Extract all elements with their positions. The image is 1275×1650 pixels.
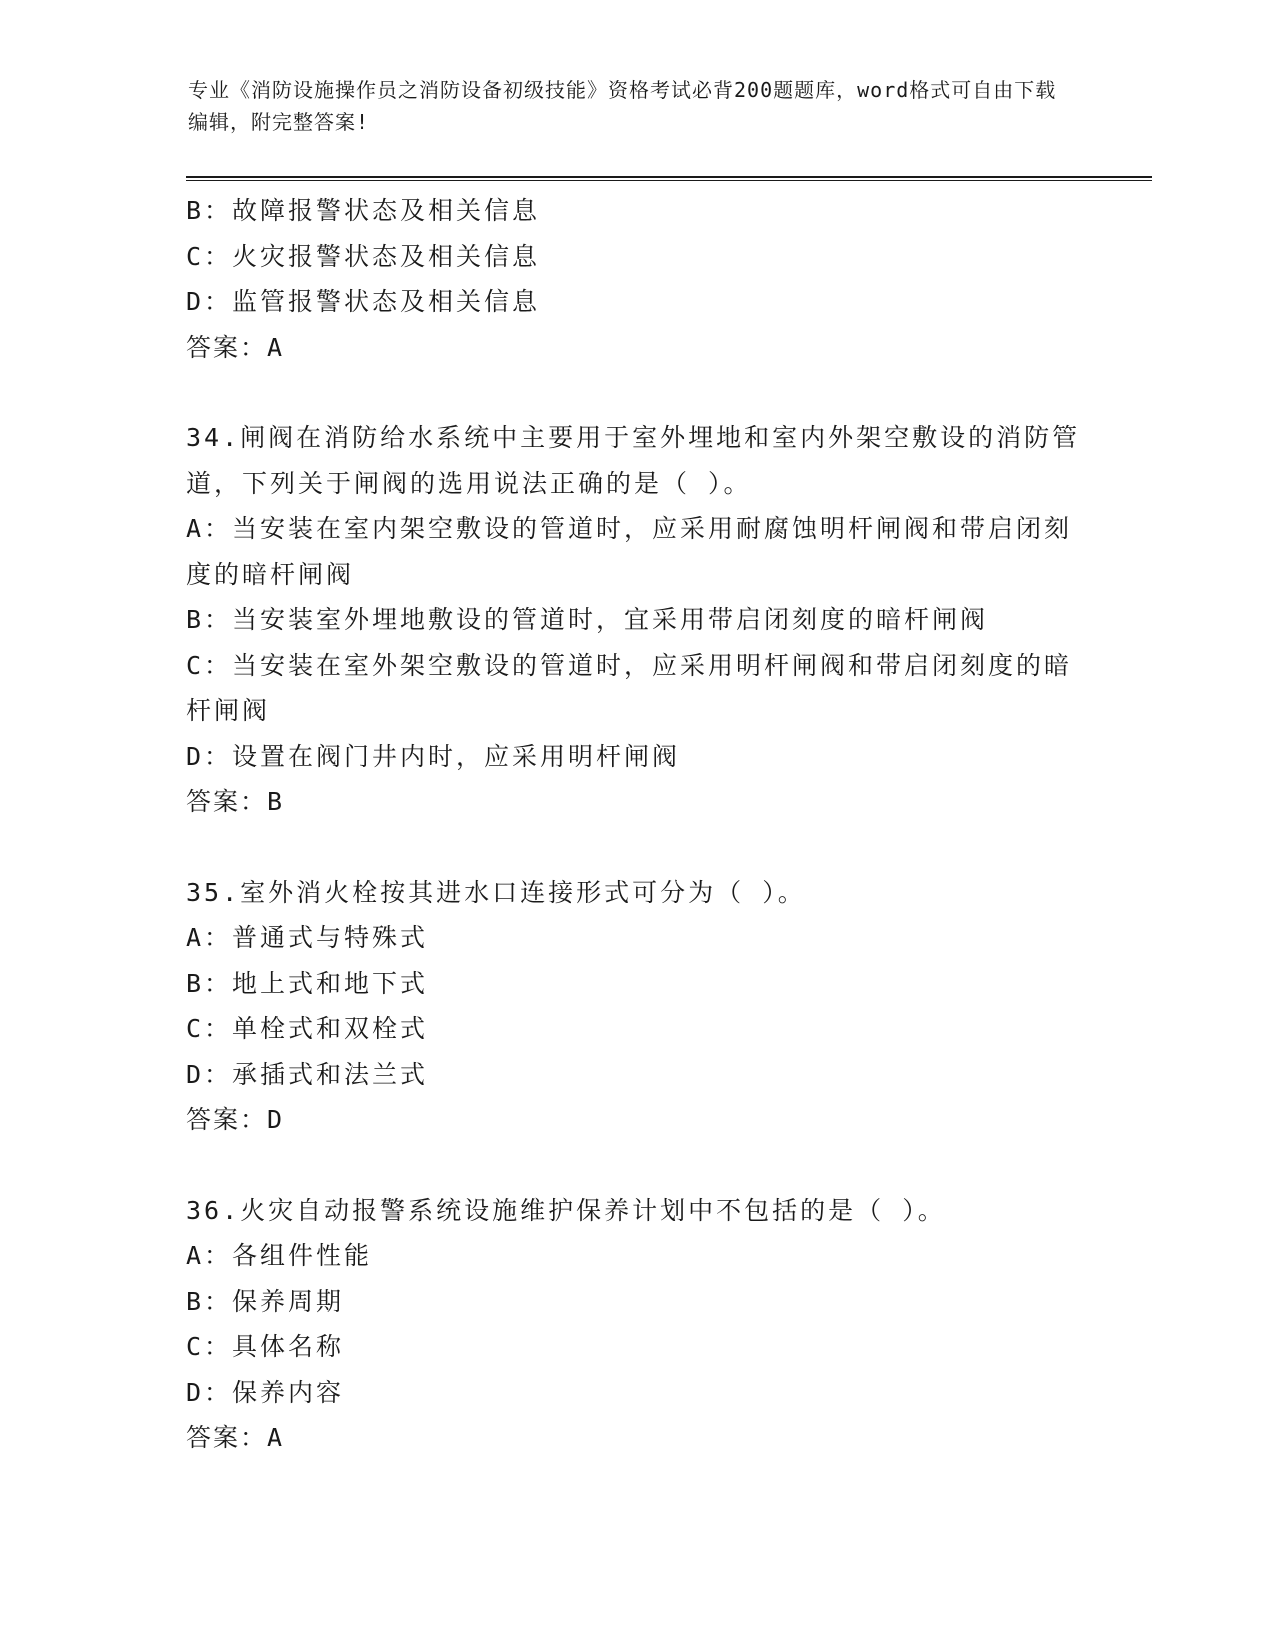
option-c: C：具体名称 — [186, 1332, 345, 1361]
answer-label: 答案： — [186, 1105, 268, 1134]
question-stem: 34.闸阀在消防给水系统中主要用于室外埋地和室内外架空敷设的消防管道，下列关于闸阀的选用说法正确的是（ ）。 — [186, 423, 1081, 498]
answer-label: 答案： — [186, 1423, 268, 1452]
option-d: D：承插式和法兰式 — [186, 1059, 429, 1089]
option-c: C：单栓式和双栓式 — [186, 1014, 429, 1043]
option-b: B：保养周期 — [186, 1286, 345, 1316]
answer-value: B — [267, 787, 286, 816]
header-divider — [186, 176, 1152, 181]
answer-value: A — [267, 332, 286, 362]
question-36 — [186, 1188, 1086, 1461]
answer-line — [186, 1097, 1086, 1143]
option-b: B：故障报警状态及相关信息 — [186, 196, 541, 225]
answer-label: 答案： — [186, 787, 268, 816]
option-d: D：监管报警状态及相关信息 — [186, 287, 541, 316]
answer-value: A — [267, 1423, 286, 1452]
option-c: C：火灾报警状态及相关信息 — [186, 241, 541, 271]
page-header: 专业《消防设施操作员之消防设备初级技能》资格考试必背200题题库，word格式可自由下载编辑，附完整答案! — [188, 78, 1057, 134]
option-a: A：当安装在室内架空敷设的管道时，应采用耐腐蚀明杆闸阀和带启闭刻度的暗杆闸阀 — [186, 514, 1073, 589]
option-b: B：当安装室外埋地敷设的管道时，宜采用带启闭刻度的暗杆闸阀 — [186, 605, 989, 634]
question-33-continuation — [186, 188, 1086, 370]
option-b: B：地上式和地下式 — [186, 968, 429, 998]
option-d: D：保养内容 — [186, 1377, 345, 1407]
answer-value: D — [267, 1105, 286, 1134]
question-stem: 36.火灾自动报警系统设施维护保养计划中不包括的是（ ）。 — [186, 1195, 946, 1225]
answer-line — [186, 325, 1086, 371]
question-35 — [186, 870, 1086, 1143]
answer-line — [186, 779, 1086, 825]
answer-line — [186, 1415, 1086, 1461]
document-body — [186, 188, 1086, 1461]
option-a: A：各组件性能 — [186, 1241, 373, 1270]
option-d: D：设置在阀门井内时，应采用明杆闸阀 — [186, 741, 681, 771]
option-a: A：普通式与特殊式 — [186, 923, 429, 952]
answer-label: 答案： — [186, 332, 268, 362]
question-stem: 35.室外消火栓按其进水口连接形式可分为（ ）。 — [186, 877, 806, 907]
question-34 — [186, 415, 1086, 825]
option-c: C：当安装在室外架空敷设的管道时，应采用明杆闸阀和带启闭刻度的暗杆闸阀 — [186, 650, 1073, 725]
